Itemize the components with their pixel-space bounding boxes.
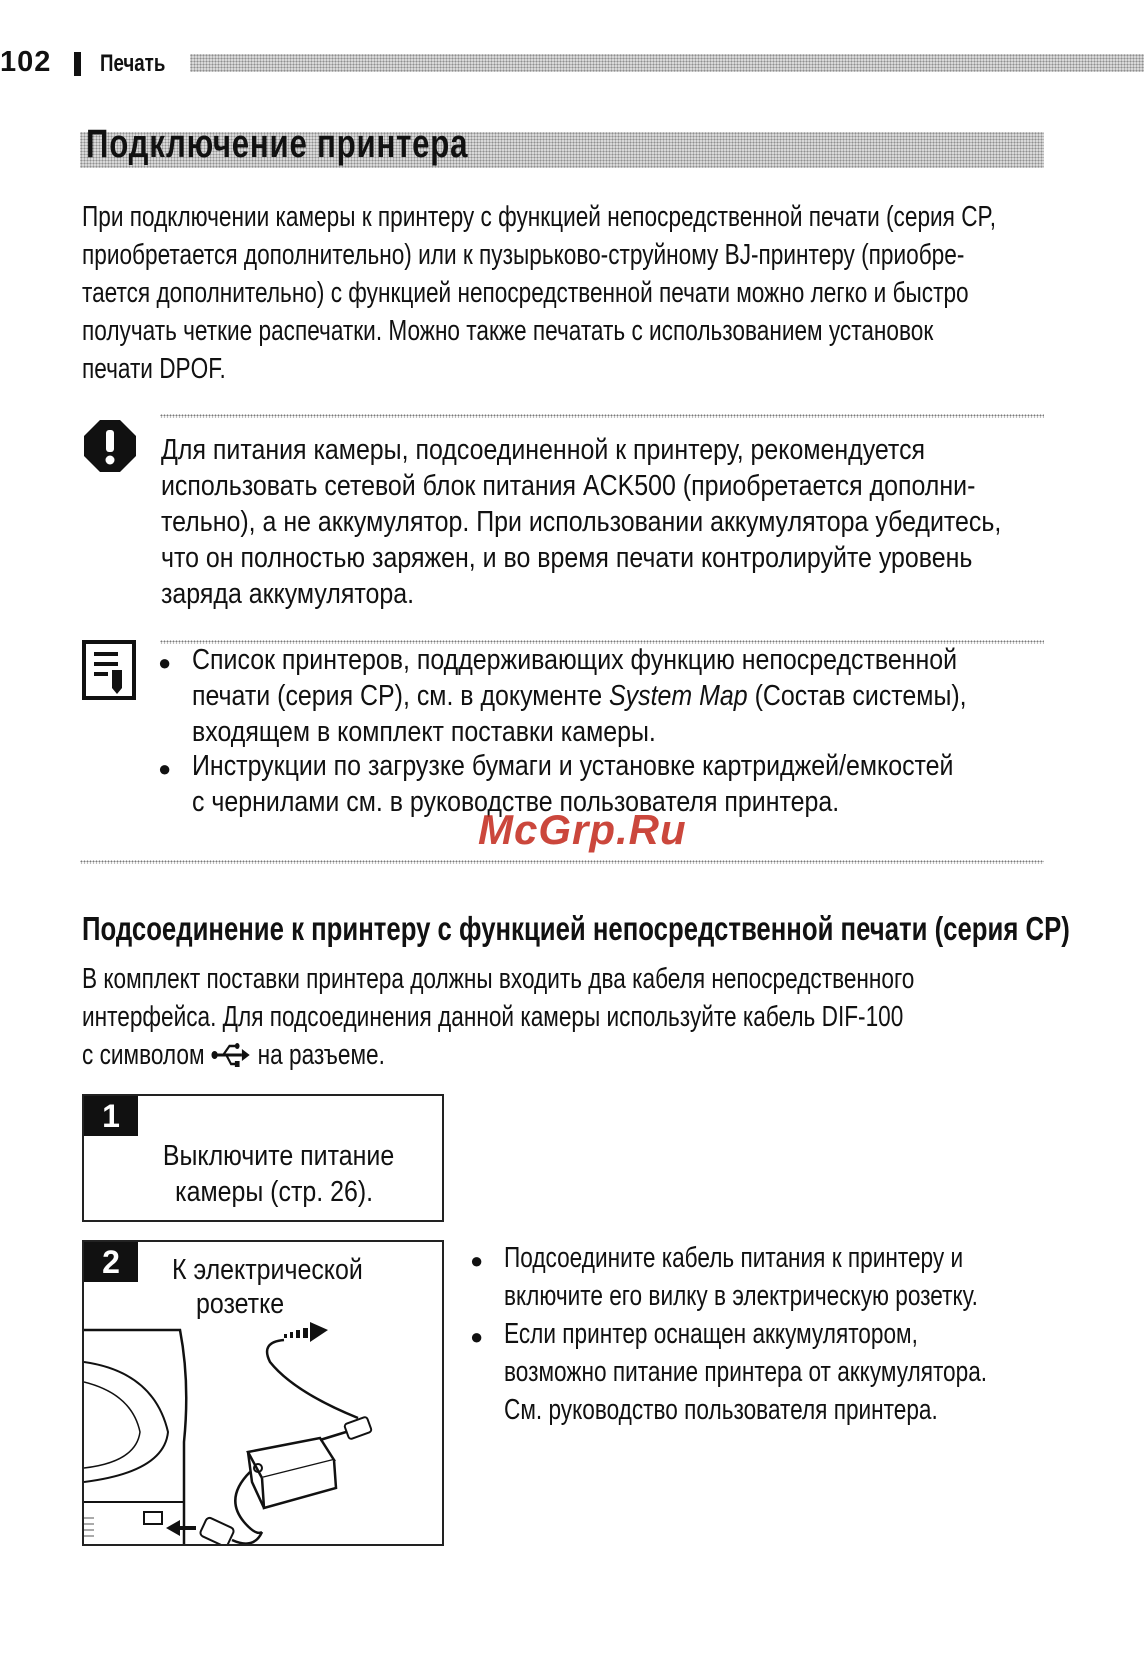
step-2-bullet2-line1 xyxy=(504,1318,1035,1354)
bullet-dot: ● xyxy=(470,1324,484,1349)
watermark: McGrp.Ru xyxy=(478,806,687,853)
step-text: К электрической xyxy=(172,1254,363,1286)
note-text xyxy=(192,680,967,713)
note-text-pre: печати (серия CP), см. в документе xyxy=(192,680,610,712)
usb-icon xyxy=(211,1042,252,1068)
caution-icon xyxy=(82,418,138,479)
memo-icon xyxy=(82,640,136,705)
step-2-line1 xyxy=(172,1254,394,1287)
step-text: розетке xyxy=(196,1288,285,1320)
intro-line: получать четкие распечатки. Можно также печатать с использованием установок xyxy=(82,315,934,347)
subsection-line xyxy=(82,1036,385,1074)
printer-power-illustration xyxy=(84,1322,442,1546)
bullet-text: включите его вилку в электрическую розетку. xyxy=(504,1280,978,1312)
step-2-bullet2-line3 xyxy=(504,1394,1060,1430)
note-bottom-rule xyxy=(80,860,1044,864)
step-1-number: 1 xyxy=(84,1096,138,1136)
step-2-bullet1-line2 xyxy=(504,1280,1112,1316)
bullet-dot: ● xyxy=(158,756,172,781)
step-2-box xyxy=(82,1240,444,1546)
section-title xyxy=(86,122,576,167)
bullet-dot: ● xyxy=(470,1248,484,1273)
step-2-number: 2 xyxy=(84,1242,138,1282)
step-2-bullet1-line1 xyxy=(504,1242,1093,1278)
note-bullet2-line1 xyxy=(192,750,1077,786)
bullet-text: См. руководство пользователя принтера. xyxy=(504,1394,938,1426)
note-text: Список принтеров, поддерживающих функцию непосредственной xyxy=(192,644,958,676)
subsection-title xyxy=(82,910,1144,948)
note-text-post: (Состав системы), xyxy=(747,680,967,712)
subsection-line-pre: с символом xyxy=(82,1039,211,1071)
subsection-line-post: на разъеме. xyxy=(251,1039,385,1071)
step-2-line2 xyxy=(196,1288,299,1321)
step-1-line1 xyxy=(144,1140,404,1173)
caution-top-rule xyxy=(160,414,1044,418)
step-text: камеры (стр. 26). xyxy=(175,1176,373,1208)
step-1-box xyxy=(82,1094,444,1222)
subsection-line: В комплект поставки принтера должны входить два кабеля непосредственного xyxy=(82,963,915,995)
chapter-title-text: Печать xyxy=(100,50,166,77)
bullet-text: возможно питание принтера от аккумулятора. xyxy=(504,1356,988,1388)
header-divider xyxy=(74,52,81,76)
note-bullet1-line3 xyxy=(192,716,731,752)
page-number: 102 xyxy=(0,46,52,78)
intro-paragraph xyxy=(82,198,1092,388)
caution-line: тельно), а не аккумулятор. При использовании аккумулятора убедитесь, xyxy=(161,506,1002,538)
intro-line: тается дополнительно) с функцией непосредственной печати можно легко и быстро xyxy=(82,277,969,309)
note-bullet1-line1 xyxy=(192,644,1082,680)
intro-line: При подключении камеры к принтеру с функцией непосредственной печати (серия CP, xyxy=(82,201,996,233)
step-text: Выключите питание xyxy=(162,1140,395,1172)
bullet-dot: ● xyxy=(158,650,172,675)
note-bullet1-line2 xyxy=(192,680,1093,716)
header-shading xyxy=(190,54,1144,72)
subsection-line: интерфейса. Для подсоединения данной камеры используйте кабель DIF-100 xyxy=(82,1001,904,1033)
section-title-text: Подключение принтера xyxy=(86,122,469,166)
document-title: System Map xyxy=(609,680,748,712)
note-text: входящем в комплект поставки камеры. xyxy=(192,716,656,748)
caution-line: что он полностью заряжен, и во время печати контролируйте уровень xyxy=(161,542,973,574)
intro-line: приобретается дополнительно) или к пузырьково-струйному BJ-принтеру (приобре- xyxy=(82,239,965,271)
step-1-line2 xyxy=(144,1176,404,1209)
subsection-paragraph xyxy=(82,960,1144,1074)
step-2-bullet2-line2 xyxy=(504,1356,1123,1392)
caution-line: использовать сетевой блок питания ACK500 (приобретается дополни- xyxy=(161,470,976,502)
subsection-title-text: Подсоединение к принтеру с функцией непосредственной печати (серия CP) xyxy=(82,910,1070,947)
caution-line: Для питания камеры, подсоединенной к принтеру, рекомендуется xyxy=(161,434,926,466)
note-text: с чернилами см. в руководстве пользователя принтера. xyxy=(192,786,840,818)
caution-text xyxy=(161,434,1138,614)
bullet-text: Подсоедините кабель питания к принтеру и xyxy=(504,1242,964,1274)
caution-line: заряда аккумулятора. xyxy=(161,578,415,610)
chapter-title xyxy=(100,50,184,78)
bullet-text: Если принтер оснащен аккумулятором, xyxy=(504,1318,918,1350)
note-text: Инструкции по загрузке бумаги и установке картриджей/емкостей xyxy=(192,750,954,782)
intro-line: печати DPOF. xyxy=(82,353,226,385)
